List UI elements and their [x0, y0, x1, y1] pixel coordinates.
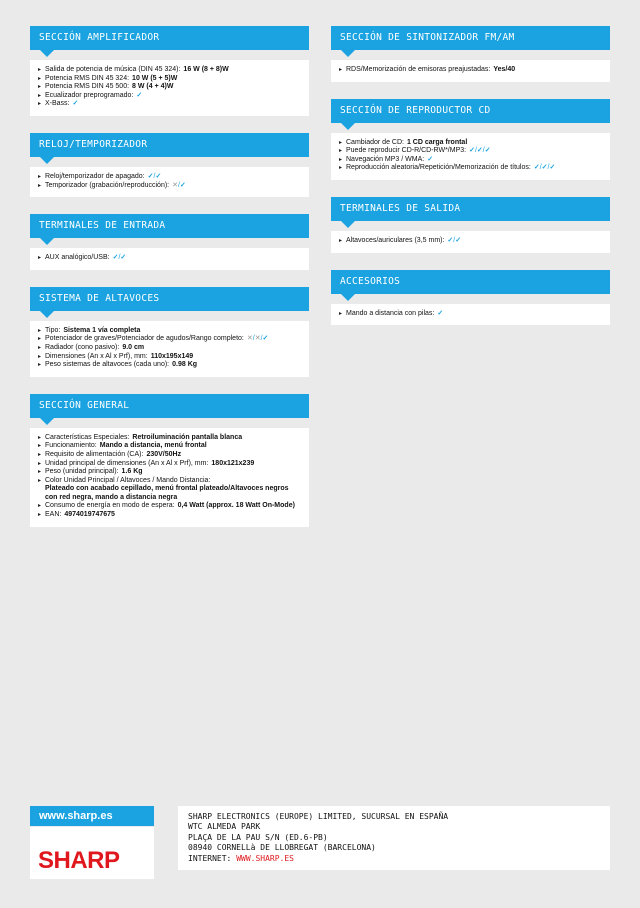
check-icon: ✓	[72, 100, 79, 108]
check-icon: ✓	[549, 164, 556, 172]
notch-arrow-icon	[40, 50, 54, 57]
spec-label: Peso sistemas de altavoces (cada uno):	[45, 361, 170, 369]
spec-item	[38, 434, 301, 443]
cross-icon: ✕	[246, 335, 253, 343]
spec-label: Reloj/temporizador de apagado:	[45, 172, 145, 180]
spec-item	[339, 147, 602, 156]
notch-arrow-icon	[40, 238, 54, 245]
spec-value: Yes/40	[493, 66, 516, 73]
triangle-bullet-icon: ▸	[38, 451, 42, 458]
spec-label: Dimensiones (An x Al x Prf), mm:	[45, 352, 148, 360]
separator: /	[547, 164, 550, 172]
notch-arrow-icon	[40, 418, 54, 425]
section-title-text: SECCIÓN AMPLIFICADOR	[39, 32, 160, 43]
triangle-bullet-icon: ▸	[38, 362, 42, 369]
check-icon: ✓	[469, 147, 475, 155]
spec-label: Color Unidad Principal / Altavoces / Mando Distancia:	[45, 476, 211, 484]
triangle-bullet-icon: ▸	[38, 255, 42, 262]
triangle-bullet-icon: ▸	[38, 443, 42, 450]
spec-item	[339, 66, 602, 75]
spec-label: EAN:	[45, 511, 62, 519]
spec-item	[38, 100, 301, 109]
check-icon: ✓	[136, 91, 143, 99]
section-reloj-temporizador	[30, 133, 309, 197]
spec-label: Mando a distancia con pilas:	[346, 309, 435, 317]
internet-link[interactable]: WWW.SHARP.ES	[236, 853, 294, 863]
check-icon: ✓	[155, 172, 162, 180]
spec-label: Temporizador (grabación/reproducción):	[45, 181, 170, 189]
spec-label: Reproducción aleatoria/Repetición/Memorización de títulos:	[346, 164, 531, 172]
check-icon: ✓	[484, 147, 491, 155]
spec-item	[38, 468, 301, 477]
separator: /	[118, 254, 121, 262]
triangle-bullet-icon: ▸	[38, 327, 42, 334]
triangle-bullet-icon: ▸	[339, 148, 343, 155]
separator: /	[474, 147, 477, 155]
address-line: WTC ALMEDA PARK	[188, 822, 261, 832]
spec-label: Ecualizador preprogramado:	[45, 91, 134, 99]
spec-label: Navegación MP3 / WMA:	[346, 155, 425, 163]
separator: /	[178, 181, 180, 189]
spec-label: Funcionamiento:	[45, 442, 97, 450]
section-title-text: TERMINALES DE SALIDA	[340, 202, 461, 214]
sharp-logo: SHARP	[38, 847, 120, 874]
section-body	[331, 60, 610, 82]
triangle-bullet-icon: ▸	[339, 139, 343, 146]
cross-icon: ✕	[254, 335, 261, 343]
triangle-bullet-icon: ▸	[339, 310, 343, 317]
section-title	[30, 287, 309, 311]
spec-value: 10 W (5 + 5)W	[132, 74, 178, 82]
spec-item	[38, 182, 301, 191]
spec-label: Cambiador de CD:	[346, 138, 404, 146]
section-body	[331, 133, 610, 180]
check-icon: ✓	[447, 236, 454, 244]
spec-item	[38, 460, 301, 469]
triangle-bullet-icon: ▸	[38, 173, 42, 180]
section-title-text: SECCIÓN DE SINTONIZADOR FM/AM	[340, 32, 515, 43]
address-line: PLAÇA DE LA PAU S/N (ED.6-PB)	[188, 832, 328, 842]
check-icon: ✓	[112, 254, 119, 262]
spec-label: Características Especiales:	[45, 433, 130, 441]
separator: /	[252, 335, 255, 343]
section-seccion-de-reproductor-cd	[331, 99, 610, 180]
section-seccion-general	[30, 394, 309, 527]
section-title	[331, 270, 610, 294]
triangle-bullet-icon: ▸	[38, 336, 42, 343]
check-icon: ✓	[541, 164, 548, 172]
spec-label: RDS/Memorización de emisoras preajustadas:	[346, 66, 491, 73]
section-title	[30, 26, 309, 50]
spec-item	[38, 327, 301, 336]
spec-item	[38, 502, 301, 511]
spec-label: Requisito de alimentación (CA):	[45, 450, 144, 458]
logo-box	[30, 827, 154, 879]
spec-value: 230V/50Hz	[146, 450, 182, 458]
spec-value: 110x195x149	[150, 352, 194, 360]
check-icon: ✓	[533, 164, 540, 172]
separator: /	[482, 147, 485, 155]
spec-item	[38, 83, 301, 92]
check-icon: ✓	[179, 181, 186, 189]
spec-value: Plateado con acabado cepillado, menú frontal plateado/Altavoces negros con red negra, mando a distancia negra	[45, 485, 289, 501]
notch-arrow-icon	[341, 50, 355, 57]
spec-value: Mando a distancia, menú frontal	[99, 442, 207, 450]
spec-value: 4974019747675	[64, 511, 115, 519]
triangle-bullet-icon: ▸	[339, 165, 343, 172]
spec-label: Potenciador de graves/Potenciador de agudos/Rango completo:	[45, 335, 244, 343]
section-body	[30, 167, 309, 197]
spec-item	[38, 442, 301, 451]
spec-value: 0.98 Kg	[172, 361, 198, 369]
cross-icon: ✕	[172, 181, 178, 189]
section-title	[331, 99, 610, 123]
section-title	[331, 26, 610, 50]
spec-item	[38, 353, 301, 362]
spec-item	[38, 92, 301, 101]
triangle-bullet-icon: ▸	[38, 434, 42, 441]
spec-value: Sistema 1 vía completa	[63, 326, 141, 334]
triangle-bullet-icon: ▸	[38, 182, 42, 189]
spec-value: 180x121x239	[211, 459, 255, 467]
spec-label: Peso (unidad principal):	[45, 468, 119, 476]
section-body	[30, 248, 309, 270]
section-body	[30, 321, 309, 377]
triangle-bullet-icon: ▸	[38, 477, 42, 484]
spec-value: 9.0 cm	[122, 343, 145, 351]
spec-item	[38, 477, 301, 503]
section-body	[30, 60, 309, 116]
spec-label: Salida de potencia de música (DIN 45 324):	[45, 66, 181, 73]
section-seccion-de-sintonizador-fm-am	[331, 26, 610, 82]
separator: /	[453, 236, 456, 244]
spec-label: AUX analógico/USB:	[45, 254, 110, 262]
spec-label: X-Bass:	[45, 100, 70, 108]
section-terminales-de-salida	[331, 197, 610, 253]
triangle-bullet-icon: ▸	[38, 101, 42, 108]
spec-item	[339, 164, 602, 173]
triangle-bullet-icon: ▸	[339, 237, 343, 244]
spec-item	[38, 451, 301, 460]
section-title	[331, 197, 610, 221]
section-body	[331, 231, 610, 253]
notch-arrow-icon	[40, 157, 54, 164]
spec-item	[339, 156, 602, 165]
spec-item	[38, 511, 301, 520]
spec-label: Potencia RMS DIN 45 500:	[45, 83, 130, 91]
spec-label: Puede reproducir CD-R/CD-RW*/MP3:	[346, 147, 467, 155]
company-address	[178, 806, 610, 870]
website-label[interactable]: www.sharp.es	[30, 806, 154, 826]
spec-item	[38, 254, 301, 263]
internet-label: INTERNET:	[188, 853, 232, 863]
notch-arrow-icon	[341, 221, 355, 228]
spec-label: Unidad principal de dimensiones (An x Al x Prf), mm:	[45, 459, 209, 467]
triangle-bullet-icon: ▸	[38, 353, 42, 360]
spec-item	[339, 310, 602, 319]
spec-label: Altavoces/auriculares (3,5 mm):	[346, 236, 445, 244]
triangle-bullet-icon: ▸	[38, 469, 42, 476]
separator: /	[260, 335, 263, 343]
spec-item	[38, 173, 301, 182]
triangle-bullet-icon: ▸	[38, 512, 42, 519]
section-title	[30, 214, 309, 238]
right-column	[331, 26, 610, 342]
address-line: 08940 CORNELLà DE LLOBREGAT (BARCELONA)	[188, 843, 376, 853]
check-icon: ✓	[437, 309, 444, 317]
section-title-text: RELOJ/TEMPORIZADOR	[39, 138, 148, 150]
section-title-text: SECCIÓN GENERAL	[39, 399, 130, 411]
section-seccion-amplificador	[30, 26, 309, 116]
triangle-bullet-icon: ▸	[339, 156, 343, 163]
spec-item	[38, 335, 301, 344]
triangle-bullet-icon: ▸	[38, 503, 42, 510]
left-column	[30, 26, 309, 544]
spec-value: 0,4 Watt (approx. 18 Watt On-Mode)	[177, 502, 295, 510]
spec-value: 1 CD carga frontal	[406, 138, 468, 146]
spec-label: Consumo de energía en modo de espera:	[45, 502, 175, 510]
triangle-bullet-icon: ▸	[38, 67, 42, 73]
spec-value: 16 W (8 + 8)W	[183, 66, 229, 73]
section-accesorios	[331, 270, 610, 326]
spec-item	[38, 361, 301, 370]
section-title	[30, 394, 309, 418]
triangle-bullet-icon: ▸	[38, 75, 42, 82]
section-title	[30, 133, 309, 157]
separator: /	[153, 172, 156, 180]
check-icon: ✓	[147, 172, 154, 180]
section-body	[331, 304, 610, 326]
spec-item	[339, 237, 602, 246]
separator: /	[539, 164, 542, 172]
spec-value: 1.6 Kg	[121, 468, 143, 476]
notch-arrow-icon	[341, 123, 355, 130]
notch-arrow-icon	[341, 294, 355, 301]
notch-arrow-icon	[40, 311, 54, 318]
address-line: SHARP ELECTRONICS (EUROPE) LIMITED, SUCURSAL EN ESPAÑA	[188, 812, 449, 821]
spec-label: Potencia RMS DIN 45 324:	[45, 74, 130, 82]
spec-item	[38, 344, 301, 353]
spec-item	[339, 139, 602, 148]
section-title-text: ACCESORIOS	[340, 275, 401, 287]
section-title-text: SISTEMA DE ALTAVOCES	[39, 292, 160, 304]
section-title-text: SECCIÓN DE REPRODUCTOR CD	[340, 104, 491, 116]
section-sistema-de-altavoces	[30, 287, 309, 377]
check-icon: ✓	[120, 254, 127, 262]
triangle-bullet-icon: ▸	[339, 67, 343, 73]
spec-value: 8 W (4 + 4)W	[132, 83, 174, 91]
section-terminales-de-entrada	[30, 214, 309, 270]
triangle-bullet-icon: ▸	[38, 92, 42, 99]
triangle-bullet-icon: ▸	[38, 344, 42, 351]
spec-value: Retroiluminación pantalla blanca	[132, 433, 243, 441]
spec-label: Tipo:	[45, 326, 61, 334]
check-icon: ✓	[455, 236, 462, 244]
section-body	[30, 428, 309, 527]
spec-label: Radiador (cono pasivo):	[45, 343, 120, 351]
spec-item	[38, 66, 301, 75]
check-icon: ✓	[262, 335, 269, 343]
internet-line	[188, 854, 600, 864]
spec-item	[38, 75, 301, 84]
section-title-text: TERMINALES DE ENTRADA	[39, 220, 166, 232]
triangle-bullet-icon: ▸	[38, 84, 42, 91]
triangle-bullet-icon: ▸	[38, 460, 42, 467]
check-icon: ✓	[427, 155, 434, 163]
check-icon: ✓	[476, 147, 483, 155]
